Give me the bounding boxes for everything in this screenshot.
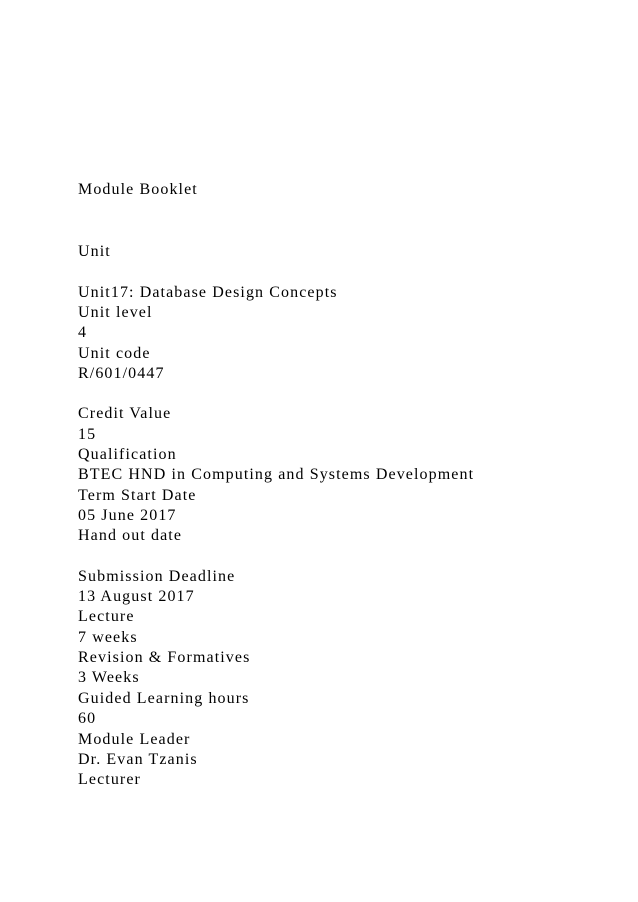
submission-deadline-label: Submission Deadline: [78, 568, 236, 585]
guided-learning-hours-value: 60: [78, 710, 97, 727]
revision-value: 3 Weeks: [78, 669, 140, 686]
credit-value-label: Credit Value: [78, 405, 172, 422]
qualification-label: Qualification: [78, 446, 177, 463]
unit-code-value: R/601/0447: [78, 365, 165, 382]
unit-name: Unit17: Database Design Concepts: [78, 284, 338, 301]
credit-value-value: 15: [78, 426, 97, 443]
module-leader-label: Module Leader: [78, 731, 191, 748]
unit-label: Unit: [78, 243, 111, 260]
document-title: Module Booklet: [78, 181, 198, 198]
revision-label: Revision & Formatives: [78, 649, 251, 666]
term-start-value: 05 June 2017: [78, 507, 177, 524]
guided-learning-hours-label: Guided Learning hours: [78, 690, 250, 707]
module-leader-value: Dr. Evan Tzanis: [78, 751, 198, 768]
submission-deadline-value: 13 August 2017: [78, 588, 195, 605]
qualification-value: BTEC HND in Computing and Systems Development: [78, 466, 475, 483]
hand-out-date-label: Hand out date: [78, 527, 183, 544]
unit-level-value: 4: [78, 324, 88, 341]
lecture-value: 7 weeks: [78, 629, 138, 646]
unit-code-label: Unit code: [78, 345, 151, 362]
term-start-label: Term Start Date: [78, 487, 197, 504]
unit-level-label: Unit level: [78, 304, 153, 321]
lecture-label: Lecture: [78, 608, 135, 625]
lecturer-label: Lecturer: [78, 771, 141, 788]
